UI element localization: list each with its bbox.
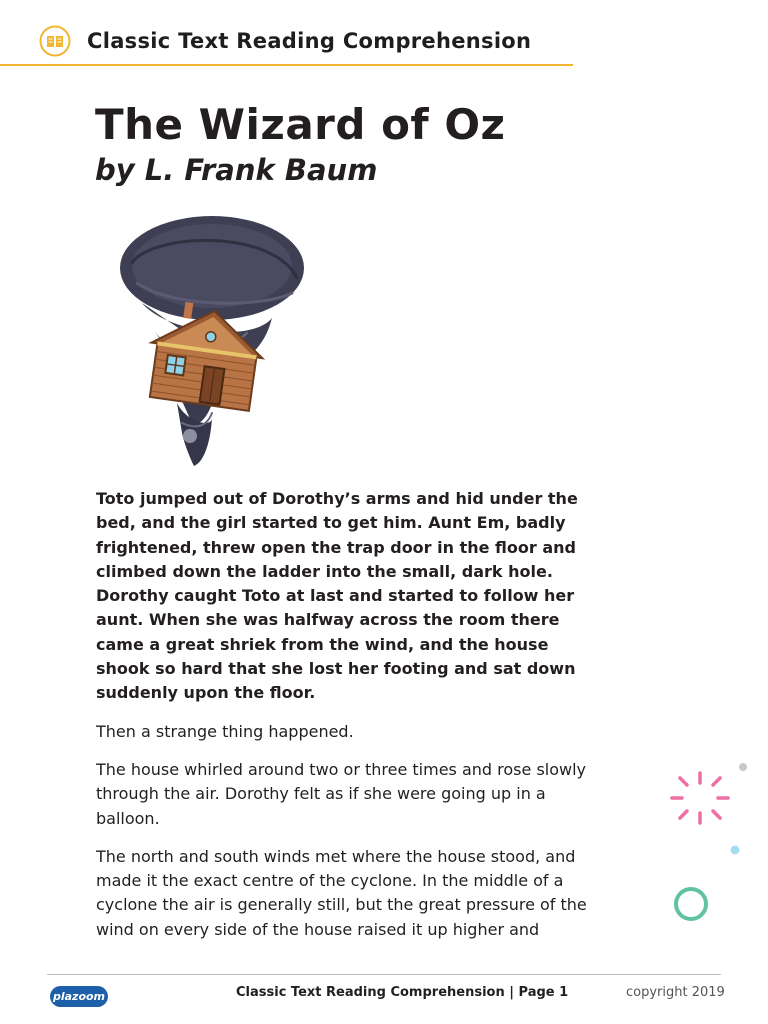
header-title: Classic Text Reading Comprehension — [87, 29, 532, 53]
tornado-house-illustration — [112, 208, 317, 473]
paragraph-4: The north and south winds met where the house stood, and made it the exact centre of the cyclone. In the middle of a cyclone the air is generally still, but the great pressure of the wind on every side of the house raised it up higher and — [96, 846, 587, 939]
footer-copyright: copyright 2019 — [626, 985, 725, 1000]
blue-dot-icon — [731, 846, 740, 855]
paragraph-2: Then a strange thing happened. — [96, 721, 354, 741]
book-icon — [39, 25, 71, 57]
decorative-shapes — [660, 755, 760, 930]
page-header — [0, 0, 573, 66]
story-text — [96, 487, 596, 956]
footer-divider — [47, 974, 721, 975]
grey-dot-icon — [739, 763, 747, 771]
paragraph-3: The house whirled around two or three times and rose slowly through the air. Dorothy felt as if she were going up in a balloon. — [96, 759, 587, 828]
paragraph-1: Toto jumped out of Dorothy’s arms and hid under the bed, and the girl started to get him. Aunt Em, badly frightened, threw open the trap door in the floor and climbed down the ladder into the small, dark hole. Dorothy caught Toto at last and started to follow her aunt. When she was halfway across the room there came a great shriek from the wind, and the house shook so hard that she lost her footing and sat down suddenly upon the floor. — [96, 489, 578, 703]
footer-page-label: Classic Text Reading Comprehension | Page 1 — [236, 985, 569, 1000]
document-title: The Wizard of Oz — [95, 100, 506, 149]
sparkle-icon — [672, 773, 728, 823]
plazoom-logo: plazoom — [50, 986, 108, 1007]
green-ring-icon — [676, 889, 706, 919]
document-author: by L. Frank Baum — [95, 153, 378, 187]
